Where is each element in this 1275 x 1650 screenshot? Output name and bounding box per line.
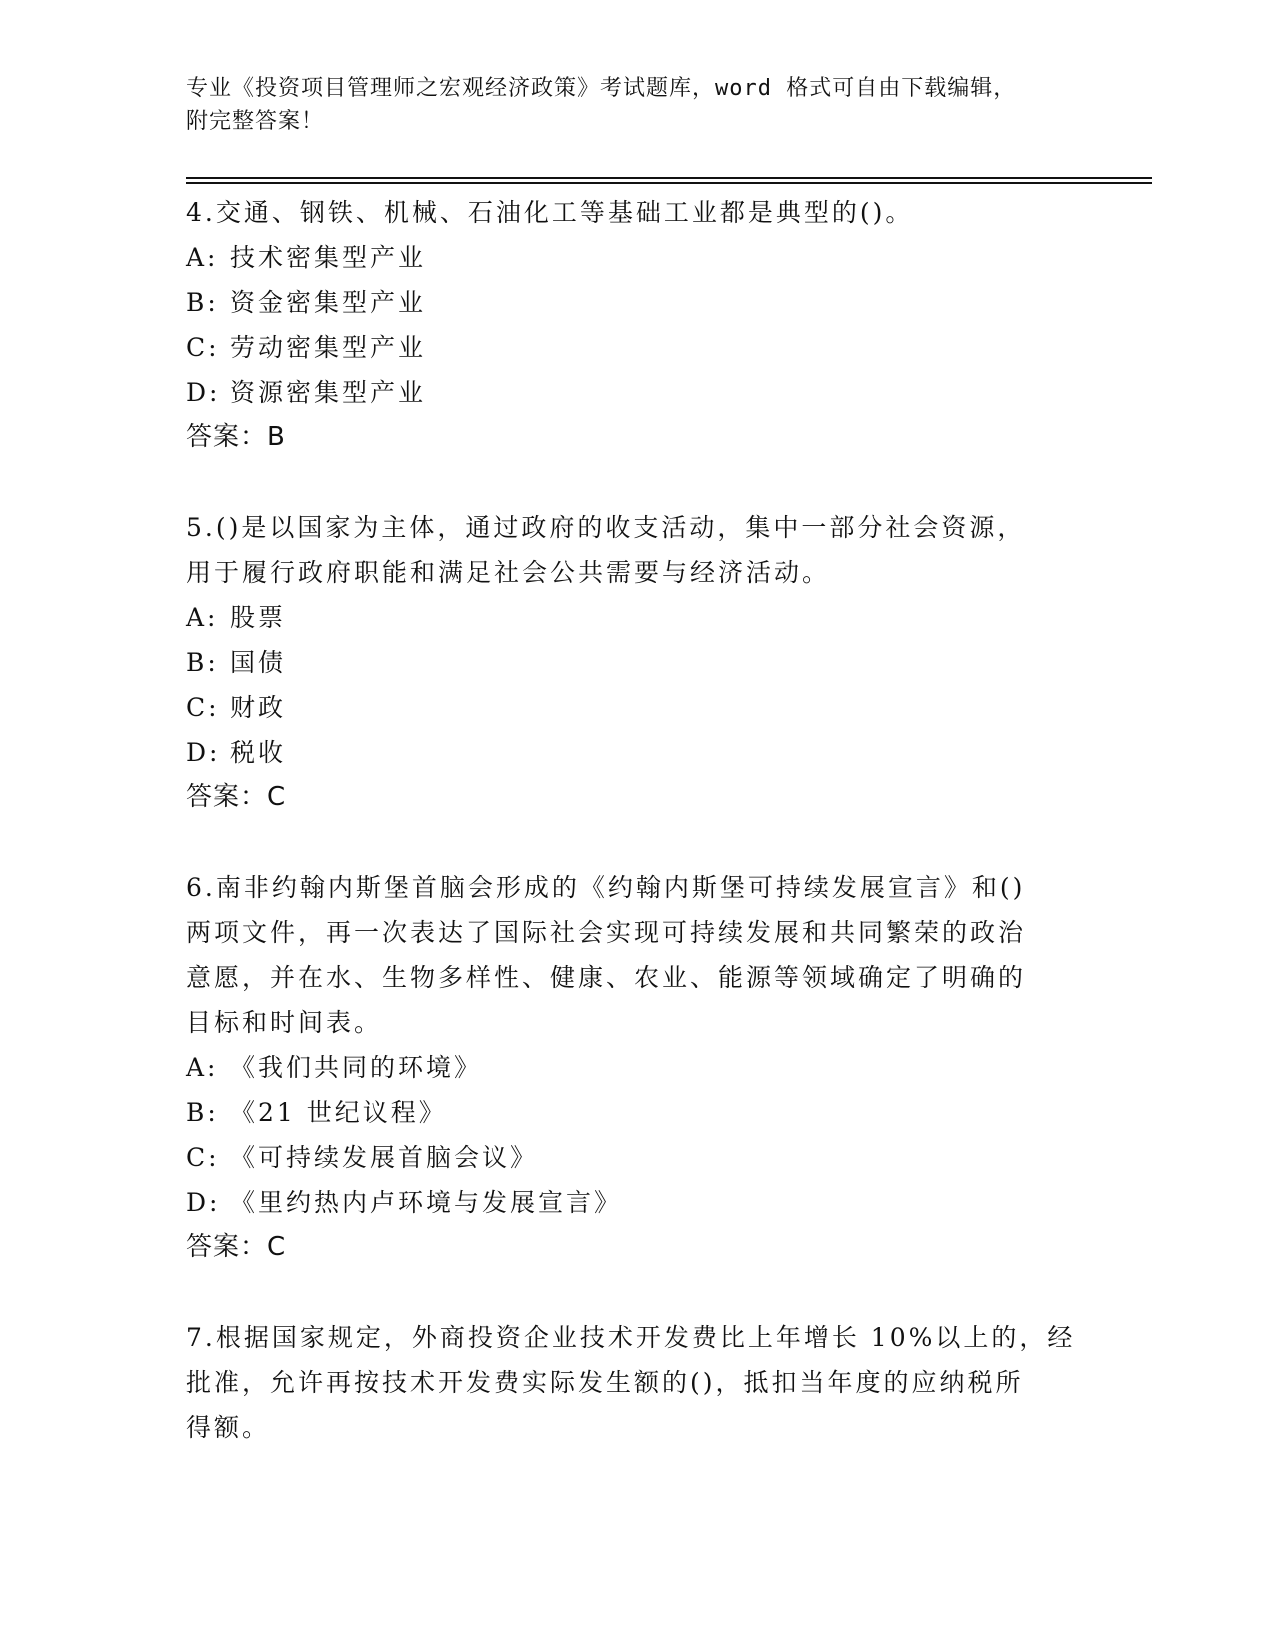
question-text-line: 4.交通、钢铁、机械、石油化工等基础工业都是典型的()。 [186, 198, 914, 227]
option-key: C: [186, 693, 220, 722]
header-line-1: 专业《投资项目管理师之宏观经济政策》考试题库，word 格式可自由下载编辑， [186, 76, 1017, 101]
option-key: B: [186, 1098, 219, 1127]
option-text: 财政 [230, 693, 287, 722]
header-rule-bottom [186, 182, 1152, 184]
question-text-line: 意愿，并在水、生物多样性、健康、农业、能源等领域确定了明确的 [186, 963, 1027, 992]
option-text: 国债 [230, 648, 287, 677]
option-text: 税收 [230, 738, 287, 767]
option-a [186, 1045, 1106, 1090]
option-text: 资金密集型产业 [230, 288, 427, 317]
option-d [186, 1180, 1106, 1225]
option-text: 股票 [230, 603, 287, 632]
option-c [186, 325, 1106, 370]
option-c [186, 1135, 1106, 1180]
question-text-line: 7.根据国家规定，外商投资企业技术开发费比上年增长 10%以上的，经 [186, 1323, 1076, 1352]
question-text-line: 两项文件，再一次表达了国际社会实现可持续发展和共同繁荣的政治 [186, 918, 1027, 947]
option-text: 资源密集型产业 [230, 378, 427, 407]
option-c [186, 685, 1106, 730]
question-text-line: 5.()是以国家为主体，通过政府的收支活动，集中一部分社会资源， [186, 513, 1026, 542]
option-key: D: [186, 378, 221, 407]
option-key: B: [186, 288, 219, 317]
question-text-line: 批准，允许再按技术开发费实际发生额的()，抵扣当年度的应纳税所 [186, 1368, 1024, 1397]
option-key: A: [186, 1053, 219, 1082]
option-key: C: [186, 1143, 220, 1172]
option-text: 《可持续发展首脑会议》 [230, 1143, 539, 1172]
answer-label: 答案：C [186, 782, 287, 812]
option-key: C: [186, 333, 220, 362]
answer-label: 答案：B [186, 422, 286, 452]
question-text-line: 用于履行政府职能和满足社会公共需要与经济活动。 [186, 558, 831, 587]
question-list [186, 190, 1106, 1450]
header-line-2: 附完整答案！ [186, 109, 325, 134]
header-rule-top [186, 177, 1152, 179]
question-5 [186, 505, 1106, 820]
option-key: A: [186, 243, 219, 272]
option-key: A: [186, 603, 219, 632]
question-text-line: 目标和时间表。 [186, 1008, 383, 1037]
option-text: 劳动密集型产业 [230, 333, 427, 362]
option-a [186, 235, 1106, 280]
document-header [186, 72, 1086, 138]
option-b [186, 280, 1106, 325]
option-d [186, 730, 1106, 775]
question-7 [186, 1315, 1106, 1450]
question-4 [186, 190, 1106, 460]
option-key: D: [186, 738, 221, 767]
question-spacer [186, 820, 1106, 865]
option-text: 《里约热内卢环境与发展宣言》 [230, 1188, 623, 1217]
question-text-line: 6.南非约翰内斯堡首脑会形成的《约翰内斯堡可持续发展宣言》和() [186, 873, 1026, 902]
option-a [186, 595, 1106, 640]
option-key: D: [186, 1188, 221, 1217]
question-6 [186, 865, 1106, 1270]
answer-label: 答案：C [186, 1232, 287, 1262]
option-b [186, 1090, 1106, 1135]
option-d [186, 370, 1106, 415]
question-text-line: 得额。 [186, 1413, 271, 1442]
option-text: 技术密集型产业 [230, 243, 427, 272]
question-spacer [186, 460, 1106, 505]
option-key: B: [186, 648, 219, 677]
option-text: 《21 世纪议程》 [230, 1098, 447, 1127]
question-spacer [186, 1270, 1106, 1315]
option-text: 《我们共同的环境》 [230, 1053, 483, 1082]
option-b [186, 640, 1106, 685]
